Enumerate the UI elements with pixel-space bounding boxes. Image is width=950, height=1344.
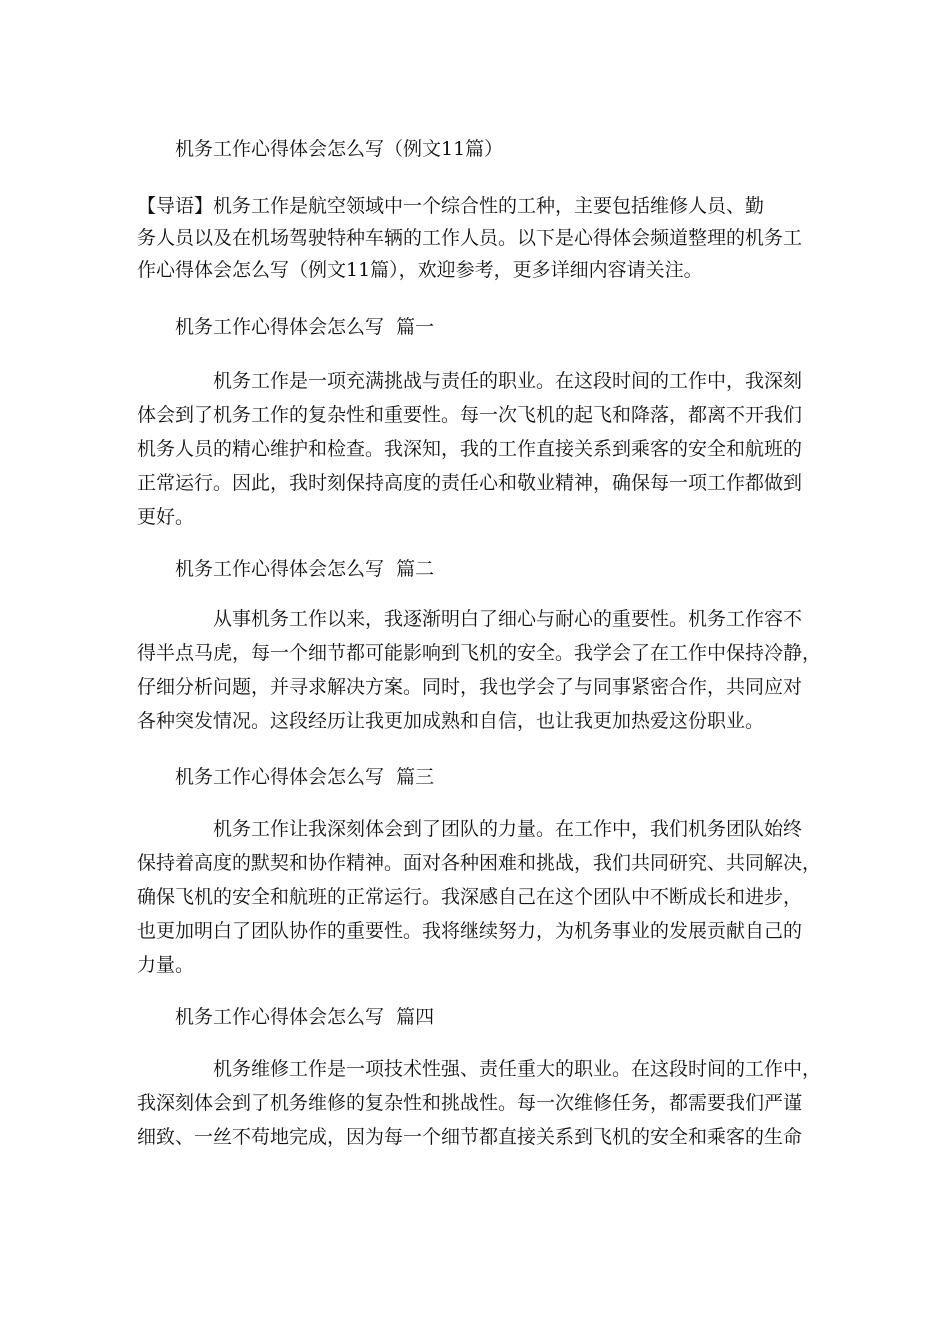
paragraph-line: 机务人员的精心维护和检查。我深知，我的工作直接关系到乘客的安全和航班的 <box>137 438 803 460</box>
section-heading-2: 机务工作心得体会怎么写 篇二 <box>175 558 435 580</box>
intro-line: 务人员以及在机场驾驶特种车辆的工作人员。以下是心得体会频道整理的机务工 <box>137 227 803 249</box>
document-title: 机务工作心得体会怎么写（例文11篇） <box>175 138 504 160</box>
paragraph-line: 机务维修工作是一项技术性强、责任重大的职业。在这段时间的工作中， <box>213 1058 822 1080</box>
section-paragraph-4 <box>137 1052 822 1154</box>
section-heading-1: 机务工作心得体会怎么写 篇一 <box>175 316 435 338</box>
section-heading-3: 机务工作心得体会怎么写 篇三 <box>175 766 435 788</box>
paragraph-line: 确保飞机的安全和航班的正常运行。我深感自己在这个团队中不断成长和进步， <box>137 886 803 908</box>
paragraph-line: 机务工作让我深刻体会到了团队的力量。在工作中，我们机务团队始终 <box>213 818 803 840</box>
section-heading-4: 机务工作心得体会怎么写 篇四 <box>175 1006 435 1028</box>
section-paragraph-3 <box>137 812 822 982</box>
paragraph-line: 仔细分析问题，并寻求解决方案。同时，我也学会了与同事紧密合作，共同应对 <box>137 676 803 698</box>
paragraph-line: 正常运行。因此，我时刻保持高度的责任心和敬业精神，确保每一项工作都做到 <box>137 472 803 494</box>
section-paragraph-2 <box>137 602 822 738</box>
paragraph-line: 更好。 <box>137 506 195 528</box>
intro-paragraph <box>137 190 813 286</box>
paragraph-line: 我深刻体会到了机务维修的复杂性和挑战性。每一次维修任务，都需要我们严谨 <box>137 1092 803 1114</box>
paragraph-line: 保持着高度的默契和协作精神。面对各种困难和挑战，我们共同研究、共同解决， <box>137 852 822 874</box>
intro-line: 作心得体会怎么写（例文11篇），欢迎参考，更多详细内容请关注。 <box>137 259 703 281</box>
paragraph-line: 各种突发情况。这段经历让我更加成熟和自信，也让我更加热爱这份职业。 <box>137 710 765 732</box>
paragraph-line: 得半点马虎，每一个细节都可能影响到飞机的安全。我学会了在工作中保持冷静， <box>137 642 822 664</box>
intro-line: 【导语】机务工作是航空领域中一个综合性的工种，主要包括维修人员、勤 <box>137 195 765 217</box>
paragraph-line: 从事机务工作以来，我逐渐明白了细心与耐心的重要性。机务工作容不 <box>213 608 803 630</box>
paragraph-line: 力量。 <box>137 954 195 976</box>
section-paragraph-1 <box>137 364 813 534</box>
paragraph-line: 体会到了机务工作的复杂性和重要性。每一次飞机的起飞和降落，都离不开我们 <box>137 404 803 426</box>
paragraph-line: 也更加明白了团队协作的重要性。我将继续努力，为机务事业的发展贡献自己的 <box>137 920 803 942</box>
paragraph-line: 细致、一丝不苟地完成，因为每一个细节都直接关系到飞机的安全和乘客的生命 <box>137 1126 803 1148</box>
paragraph-line: 机务工作是一项充满挑战与责任的职业。在这段时间的工作中，我深刻 <box>213 370 803 392</box>
